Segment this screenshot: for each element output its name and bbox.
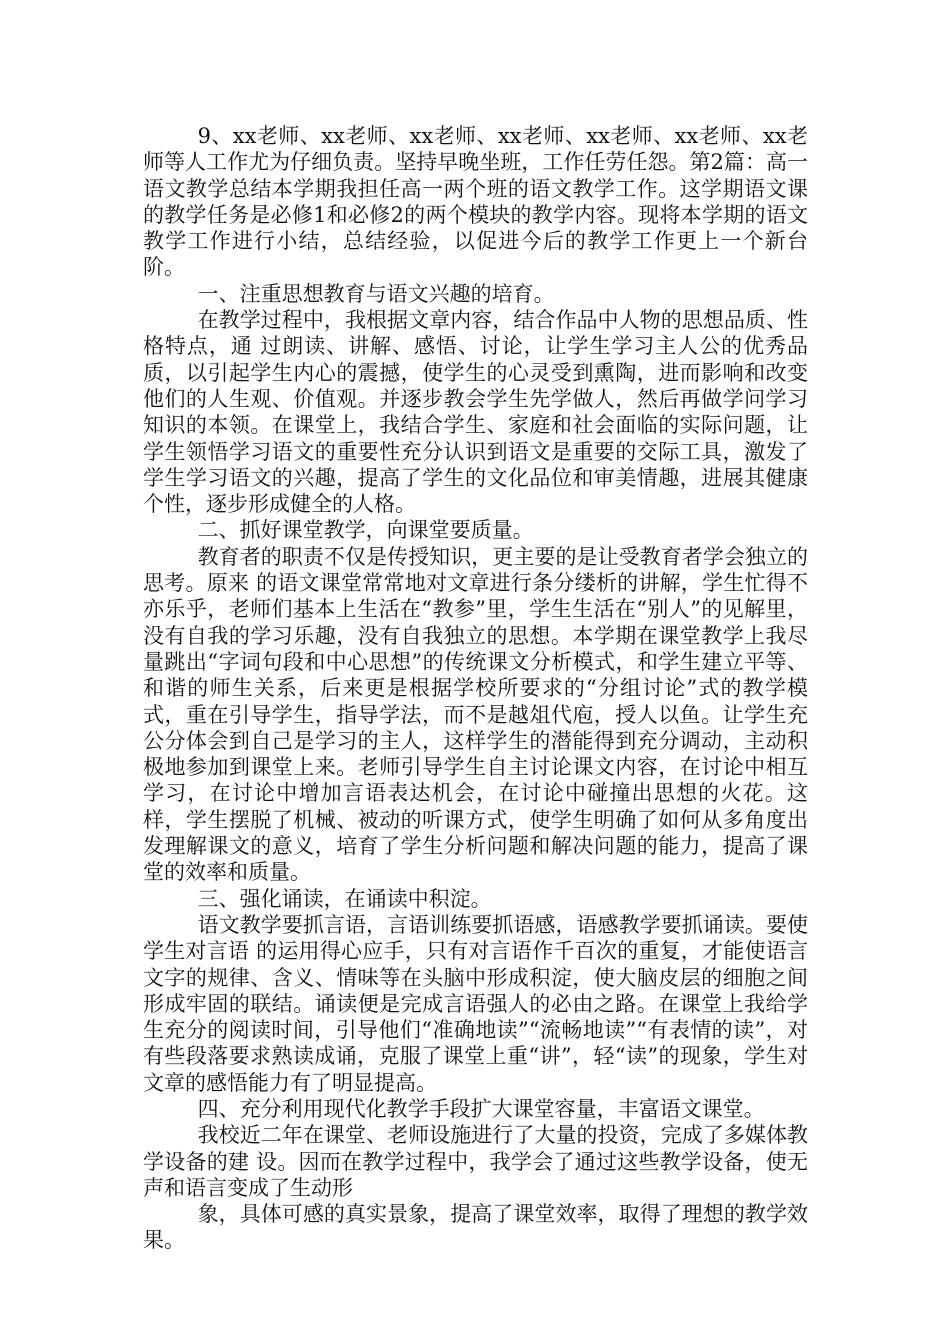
paragraph-classroom-teaching: 教育者的职责不仅是传授知识，更主要的是让受教育者学会独立的思考。原来 的语文课堂常常地对文章进行条分缕析的讲解，学生忙得不亦乐乎，老师们基本上生活在“教参”里，学生生活在“别人”的见解里，没有自我的学习乐趣，没有自我独立的思想。本学期在课堂教学上我尽量跳出“字词句段和中心思想”的传统课文分析模式，和学生建立平等、和谐的师生关系，后来更是根据学校所要求的“分组讨论”式的教学模式，重在引导学生，指导学法，而不是越俎代庖，授人以鱼。让学生充公分体会到自己是学习的主人，这样学生的潜能得到充分调动，主动积极地参加到课堂上来。老师引导学生自主讨论课文内容，在讨论中相互学习，在讨论中增加言语表达机会，在讨论中碰撞出思想的火花。这样，学生摆脱了机械、被动的听课方式，使学生明确了如何从多角度出发理解课文的意义，培育了学生分析问题和解决问题的能力，提高了课堂的效率和质量。 <box>143 544 808 885</box>
paragraph-staff-commendation: 9、xx老师、xx老师、xx老师、xx老师、xx老师、xx老师、xx老师等人工作尤为仔细负责。坚持早晚坐班，工作任劳任怨。第2篇：高一语文教学总结本学期我担任高一两个班的语文教学工作。这学期语文课的教学任务是必修1和必修2的两个模块的教学内容。现将本学期的语文教学工作进行小结，总结经验，以促进今后的教学工作更上一个新台阶。 <box>143 124 808 280</box>
heading-modern-teaching-tools: 四、充分利用现代化教学手段扩大课堂容量，丰富语文课堂。 <box>197 1096 765 1121</box>
paragraph-ideological-education: 在教学过程中，我根据文章内容，结合作品中人物的思想品质、性格特点，通 过朗读、讲解、感悟、讨论，让学生学习主人公的优秀品质，以引起学生内心的震撼，使学生的心灵受到熏陶，进而影响和改变他们的人生观、价值观。并逐步教会学生先学做人，然后再做学问学习知识的本领。在课堂上，我结合学生、家庭和社会面临的实际问题，让学生领悟学习语文的重要性充分认识到语文是重要的交际工具，激发了学生学习语文的兴趣，提高了学生的文化品位和审美情趣，进展其健康个性，逐步形成健全的人格。 <box>143 308 808 517</box>
document-body <box>143 123 808 1254</box>
paragraph-recitation: 语文教学要抓言语，言语训练要抓语感，语感教学要抓诵读。要使学生对言语 的运用得心应手，只有对言语作千百次的重复，才能使语言文字的规律、含义、情味等在头脑中形成积淀，使大脑皮层的细胞之间形成牢固的联结。诵读便是完成言语强人的必由之路。在课堂上我给学生充分的阅读时间，引导他们“准确地读”“流畅地读”“有表情的读”，对有些段落要求熟读成诵，克服了课堂上重“讲”，轻“读”的现象，学生对文章的感悟能力有了明显提高。 <box>143 912 808 1095</box>
paragraph-modern-teaching-tools: 我校近二年在课堂、老师设施进行了大量的投资，完成了多媒体教学设备的建 设。因而在教学过程中，我学会了通过这些教学设备，使无声和语言变成了生动形 <box>143 1123 808 1200</box>
heading-ideological-education: 一、注重思想教育与语文兴趣的培育。 <box>197 281 555 306</box>
heading-classroom-teaching: 二、抓好课堂教学，向课堂要质量。 <box>197 518 534 543</box>
heading-recitation: 三、强化诵读，在诵读中积淀。 <box>197 886 492 911</box>
paragraph-teaching-effect: 象，具体可感的真实景象，提高了课堂效率，取得了理想的教学效果。 <box>143 1202 808 1253</box>
